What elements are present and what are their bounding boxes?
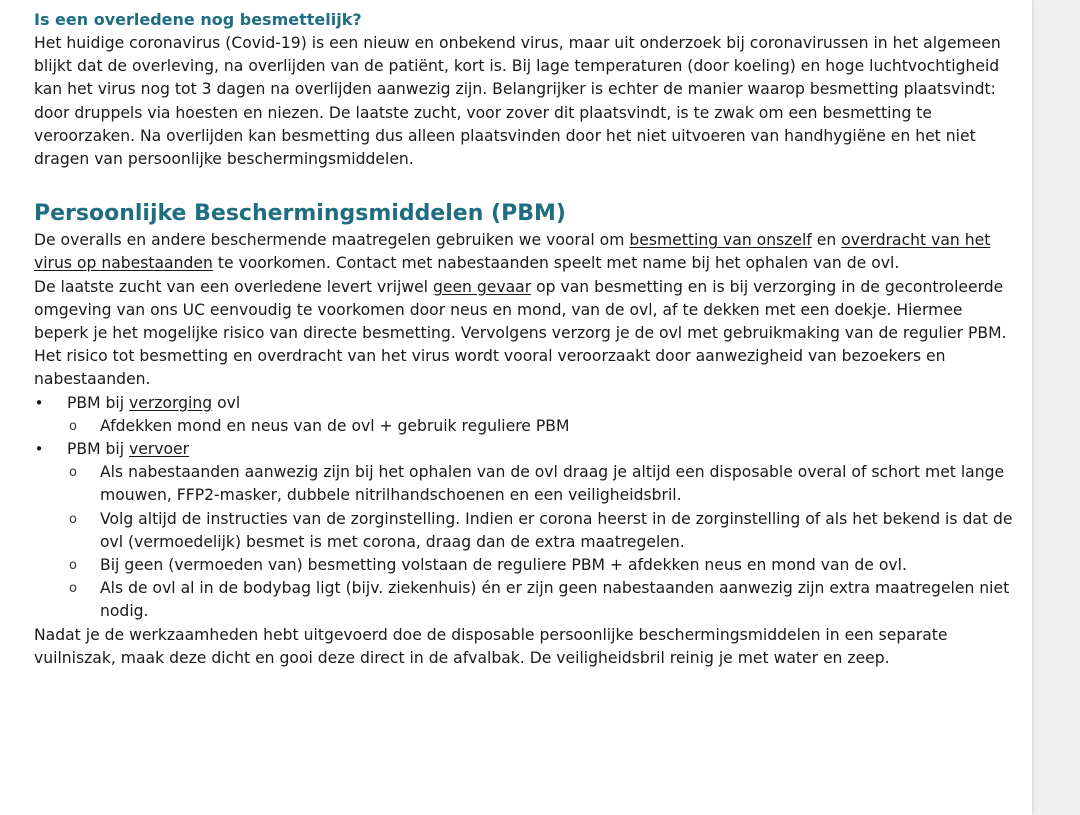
sub-list	[67, 461, 1014, 623]
sub-list-item	[67, 415, 1014, 438]
text-run: De overalls en andere beschermende maatregelen gebruiken we vooral om	[34, 231, 630, 250]
text-run: te voorkomen. Contact met nabestaanden speelt met name bij het ophalen van de ovl.	[212, 254, 900, 273]
sub-list-text: Als de ovl al in de bodybag ligt (bijv. ziekenhuis) én er zijn geen nabestaanden aanwezig zijn extra maatregelen niet nodig.	[100, 579, 1010, 621]
text-run: op van besmetting en is bij verzorging in de gecontroleerde omgeving van ons UC eenvoudig te voorkomen door neus en mond, van de ovl, af te dekken met een doekje. Hiermee beperk je het mogelijke risico van directe besmetting. Vervolgens verzorg je de ovl met gebruikmaking van de regulier PBM.	[34, 277, 1007, 343]
sub-list-text: Als nabestaanden aanwezig zijn bij het ophalen van de ovl draag je altijd een disposable overal of schort met lange mouwen, FFP2-masker, dubbele nitrilhandschoenen en een veiligheidsbril.	[100, 463, 1005, 505]
bullet-glyph: •	[34, 393, 44, 412]
sub-list-item	[67, 508, 1014, 554]
list-item-vervoer	[34, 438, 1014, 624]
sub-bullet-glyph: o	[69, 418, 77, 434]
sub-list-text: Bij geen (vermoeden van) besmetting volstaan de reguliere PBM + afdekken neus en mond van de ovl.	[100, 556, 907, 575]
underlined-text: verzorging	[129, 393, 213, 412]
paragraph-risk: Het risico tot besmetting en overdracht van het virus wordt vooral veroorzaakt door aanwezigheid van bezoekers en nabestaanden.	[34, 347, 946, 389]
underlined-text: besmetting van onszelf	[629, 231, 812, 250]
sub-list-item	[67, 461, 1014, 507]
document-content	[34, 8, 1014, 670]
sub-list-item	[67, 554, 1014, 577]
pbm-bullet-list	[34, 392, 1014, 624]
text-run: en	[811, 231, 842, 250]
section-heading-pbm: Persoonlijke Beschermingsmiddelen (PBM)	[34, 201, 566, 227]
sub-bullet-glyph: o	[69, 465, 77, 481]
sub-list-item	[67, 577, 1014, 623]
sub-list	[67, 415, 1014, 438]
paragraph-last-breath	[34, 276, 1014, 346]
text-run: De laatste zucht van een overledene levert vrijwel	[34, 277, 433, 296]
underlined-text: geen gevaar	[432, 277, 532, 296]
text-run: ovl	[212, 393, 241, 412]
sub-bullet-glyph: o	[69, 511, 77, 527]
sub-list-text: Afdekken mond en neus van de ovl + gebruik reguliere PBM	[100, 416, 570, 435]
bullet-glyph: •	[34, 440, 44, 459]
sub-bullet-glyph: o	[69, 558, 77, 574]
list-item-verzorging	[34, 392, 1014, 438]
section-heading-contagious: Is een overledene nog besmettelijk?	[34, 10, 362, 29]
underlined-text: vervoer	[129, 440, 190, 459]
text-run: PBM bij	[67, 440, 130, 459]
paragraph-closing: Nadat je de werkzaamheden hebt uitgevoerd doe de disposable persoonlijke beschermingsmiddelen in een separate vuilniszak, maak deze dicht en gooi deze direct in de afvalbak. De veiligheidsbril reinig je met water en zeep.	[34, 625, 948, 667]
underlined-text: overdracht van het virus op nabestaanden	[34, 231, 991, 273]
paragraph-contagious: Het huidige coronavirus (Covid-19) is een nieuw en onbekend virus, maar uit onderzoek bij coronavirussen in het algemeen blijkt dat de overleving, na overlijden van de patiënt, kort is. Bij lage temperaturen (door koeling) en hoge luchtvochtigheid kan het virus nog tot 3 dagen na overlijden aanwezig zijn. Belangrijker is echter de manier waarop besmetting plaatsvindt: door druppels via hoesten en niezen. De laatste zucht, voor zover dit plaatsvindt, is te zwak om een besmetting te veroorzaken. Na overlijden kan besmetting dus alleen plaatsvinden door het niet uitvoeren van handhygiëne en het niet dragen van persoonlijke beschermingsmiddelen.	[34, 34, 1001, 169]
sub-bullet-glyph: o	[69, 581, 77, 597]
text-run: PBM bij	[67, 393, 130, 412]
paragraph-pbm-purpose	[34, 229, 1014, 275]
sub-list-text: Volg altijd de instructies van de zorginstelling. Indien er corona heerst in de zorginstelling of als het bekend is dat de ovl (vermoedelijk) besmet is met corona, draag dan de extra maatregelen.	[100, 509, 1013, 551]
